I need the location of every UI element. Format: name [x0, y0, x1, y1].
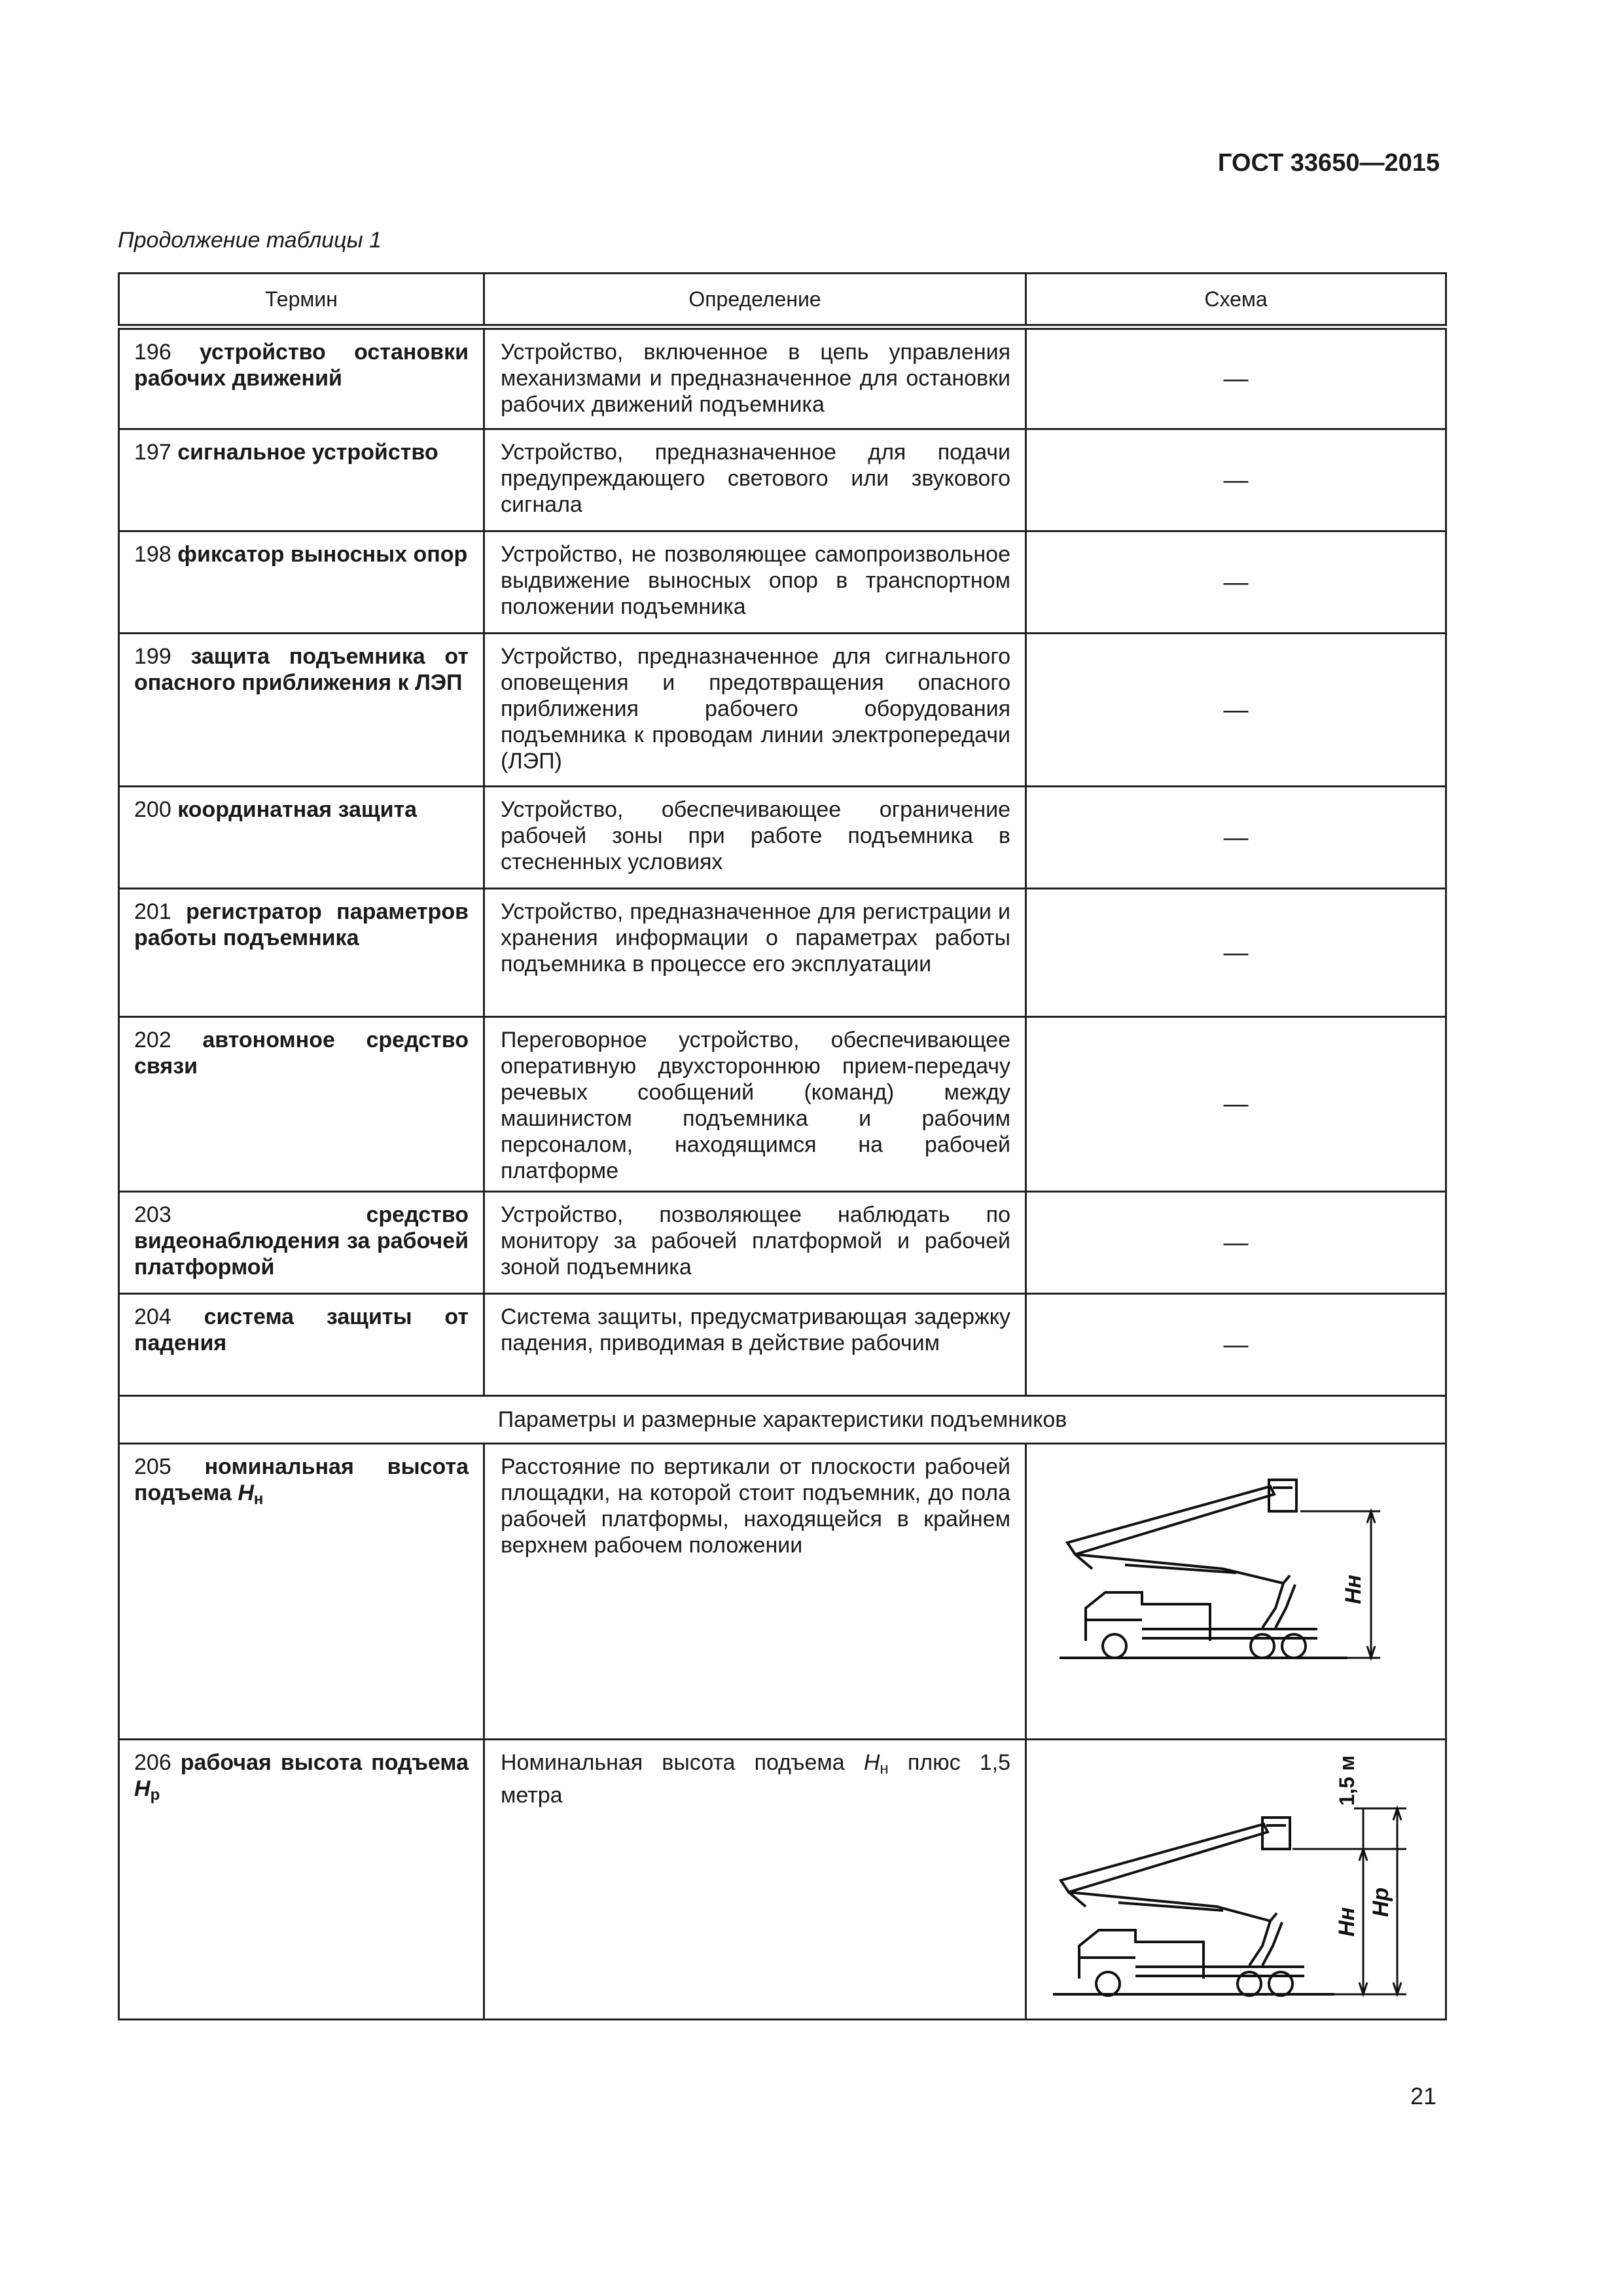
scheme-cell: — [1026, 429, 1446, 531]
definition-cell: Переговорное устройство, обеспечивающее оперативную двухстороннюю прием-передачу речевых сообщений (команд) между машинистом подъемника и рабочим персоналом, находящимся на рабочей платформе [484, 1017, 1026, 1192]
definition-cell: Устройство, предназначенное для регистрации и хранения информации о параметрах работы подъемника в процессе его эксплуатации [484, 889, 1026, 1017]
working-height-label: Hр [1368, 1887, 1393, 1917]
term-cell: 199 защита подъемника от опасного приближения к ЛЭП [119, 634, 484, 787]
definition-cell: Устройство, обеспечивающее ограничение рабочей зоны при работе подъемника в стесненных условиях [484, 787, 1026, 889]
aerial-lift-nominal-height-diagram [1027, 1444, 1443, 1732]
scheme-cell: — [1026, 1017, 1446, 1192]
table-header-row [119, 274, 1446, 327]
table-row [119, 531, 1446, 634]
definition-cell: Устройство, предназначенное для сигнального оповещения и предотвращения опасного приближения рабочего оборудования подъемника к проводам линии электропередачи (ЛЭП) [484, 634, 1026, 787]
scheme-cell: — [1026, 1294, 1446, 1396]
term-cell: 197 сигнальное устройство [119, 429, 484, 531]
table-row [119, 787, 1446, 889]
document-id: ГОСТ 33650—2015 [1217, 149, 1440, 177]
table-row [119, 327, 1446, 429]
section-row [119, 1396, 1446, 1444]
table-row [119, 1740, 1446, 2020]
definition-cell: Устройство, позволяющее наблюдать по монитору за рабочей платформой и рабочей зоной подъемника [484, 1192, 1026, 1294]
scheme-cell: — [1026, 531, 1446, 634]
column-header-definition: Определение [484, 274, 1026, 327]
definition-cell: Устройство, предназначенное для подачи предупреждающего светового или звукового сигнала [484, 429, 1026, 531]
table-row [119, 1444, 1446, 1740]
term-cell: 202 автономное средство связи [119, 1017, 484, 1192]
scheme-cell: — [1026, 327, 1446, 429]
table-row [119, 1192, 1446, 1294]
column-header-term: Термин [119, 274, 484, 327]
term-cell: 204 система защиты от падения [119, 1294, 484, 1396]
nominal-height-label: Hн [1341, 1574, 1366, 1604]
aerial-lift-working-height-diagram [1027, 1740, 1443, 2013]
column-header-scheme: Схема [1026, 274, 1446, 327]
scheme-cell: — [1026, 787, 1446, 889]
table-row [119, 1017, 1446, 1192]
term-cell: 200 координатная защита [119, 787, 484, 889]
table-caption: Продолжение таблицы 1 [118, 228, 382, 253]
definition-cell: Расстояние по вертикали от плоскости рабочей площадки, на которой стоит подъемник, до пола рабочей платформы, находящейся в крайнем верхнем рабочем положении [484, 1444, 1026, 1740]
table-row [119, 429, 1446, 531]
terms-table [118, 272, 1447, 2020]
scheme-cell: — [1026, 889, 1446, 1017]
scheme-cell [1026, 1444, 1446, 1740]
table-row [119, 634, 1446, 787]
definition-cell: Система защиты, предусматривающая задержку падения, приводимая в действие рабочим [484, 1294, 1026, 1396]
term-cell: 198 фиксатор выносных опор [119, 531, 484, 634]
table-row [119, 889, 1446, 1017]
scheme-cell: — [1026, 634, 1446, 787]
page-number: 21 [1410, 2083, 1436, 2109]
term-cell: 203 средство видеонаблюдения за рабочей платформой [119, 1192, 484, 1294]
section-title: Параметры и размерные характеристики подъемников [119, 1396, 1446, 1444]
definition-cell: Устройство, включенное в цепь управления механизмами и предназначенное для остановки рабочих движений подъемника [484, 327, 1026, 429]
extra-height-label: 1,5 м [1335, 1755, 1359, 1806]
term-cell: 201 регистратор параметров работы подъемника [119, 889, 484, 1017]
scheme-cell: — [1026, 1192, 1446, 1294]
definition-cell: Номинальная высота подъема $H_н$ плюс 1,5 метра [484, 1740, 1026, 2020]
definition-cell: Устройство, не позволяющее самопроизвольное выдвижение выносных опор в транспортном положении подъемника [484, 531, 1026, 634]
table-row [119, 1294, 1446, 1396]
term-cell: 196 устройство остановки рабочих движений [119, 327, 484, 429]
scheme-cell [1026, 1740, 1446, 2020]
term-cell: 205 номинальная высота подъема $H_н$ [119, 1444, 484, 1740]
term-cell: 206 рабочая высота подъема $H_р$ [119, 1740, 484, 2020]
nominal-height-label: Hн [1334, 1907, 1359, 1937]
